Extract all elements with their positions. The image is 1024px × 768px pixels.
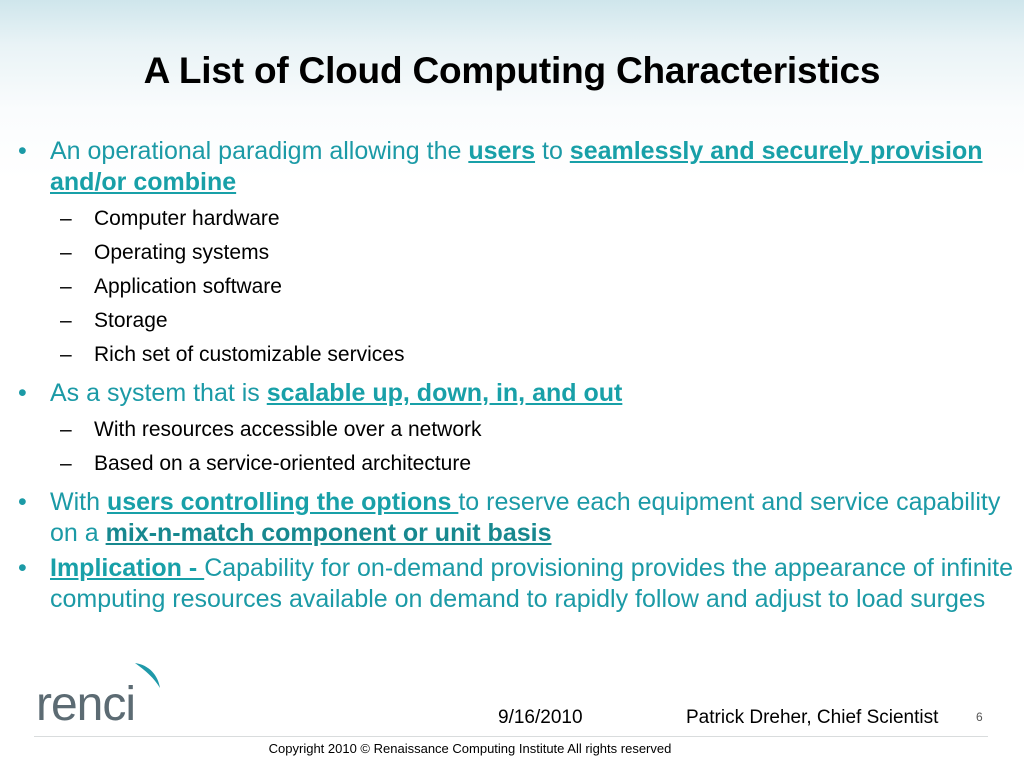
subitem-text: Based on a service-oriented architecture: [94, 452, 472, 475]
footer-divider: [34, 736, 988, 737]
dash-mark: –: [60, 309, 72, 332]
bullet-2: [18, 378, 1013, 409]
bullet-mark: •: [18, 137, 27, 165]
bullet-mark: •: [18, 379, 27, 407]
bullet-3-text-mid: to reserve each equipment and service capability on a: [50, 488, 1001, 547]
bullet-3-highlight-users: users controlling the options: [106, 488, 459, 516]
subitem: [18, 338, 1013, 372]
bullet-2-text: As a system that is: [50, 379, 267, 407]
dash-mark: –: [60, 418, 72, 441]
bullet-3-text: With: [50, 488, 107, 516]
subitem-text: Storage: [94, 309, 168, 332]
subitem: [18, 236, 1013, 270]
copyright-notice: Copyright 2010 © Renaissance Computing Institute All rights reserved: [268, 741, 672, 756]
subitem: [18, 447, 1013, 481]
renci-logo: [36, 662, 166, 726]
subitem: [18, 304, 1013, 338]
bullet-mark: •: [18, 488, 27, 516]
dash-mark: –: [60, 207, 72, 230]
bullet-1-highlight-users: users: [468, 137, 536, 165]
bullet-1-text: An operational paradigm allowing the: [50, 137, 469, 165]
dash-mark: –: [60, 452, 72, 475]
bullet-4: [18, 553, 1013, 615]
subitem-text: Application software: [94, 275, 282, 298]
subitem-text: With resources accessible over a network: [94, 418, 482, 441]
bullet-1-highlight-provision: seamlessly and securely provision and/or combine: [50, 137, 983, 196]
slide-title: A List of Cloud Computing Characteristics: [143, 50, 881, 91]
subitem-text: Rich set of customizable services: [94, 343, 405, 366]
bullet-mark: •: [18, 554, 27, 582]
bullet-2-subitems: [18, 413, 1013, 481]
slide-content: [18, 136, 1013, 619]
subitem-text: Operating systems: [94, 241, 270, 264]
subitem-text: Computer hardware: [94, 207, 280, 230]
subitem: [18, 413, 1013, 447]
footer-author: Patrick Dreher, Chief Scientist: [686, 707, 939, 728]
logo-wordmark: renci: [36, 678, 136, 726]
bullet-3: [18, 487, 1013, 549]
logo-swoosh-icon: [135, 663, 160, 688]
subitem: [18, 270, 1013, 304]
bullet-4-text: Capability for on-demand provisioning provides the appearance of infinite computing resources available on demand to rapidly follow and adjust to load surges: [50, 554, 1014, 613]
subitem: [18, 202, 1013, 236]
dash-mark: –: [60, 343, 72, 366]
bullet-4-highlight: Implication -: [50, 554, 205, 582]
bullet-1-text-mid: to: [535, 137, 570, 165]
footer-date: 9/16/2010: [498, 707, 583, 728]
bullet-3-highlight-mix: mix-n-match component or unit basis: [105, 519, 552, 547]
bullet-1-subitems: [18, 202, 1013, 372]
dash-mark: –: [60, 241, 72, 264]
dash-mark: –: [60, 275, 72, 298]
bullet-2-highlight: scalable up, down, in, and out: [266, 379, 623, 407]
page-number: 6: [976, 710, 983, 724]
bullet-1: [18, 136, 1013, 198]
